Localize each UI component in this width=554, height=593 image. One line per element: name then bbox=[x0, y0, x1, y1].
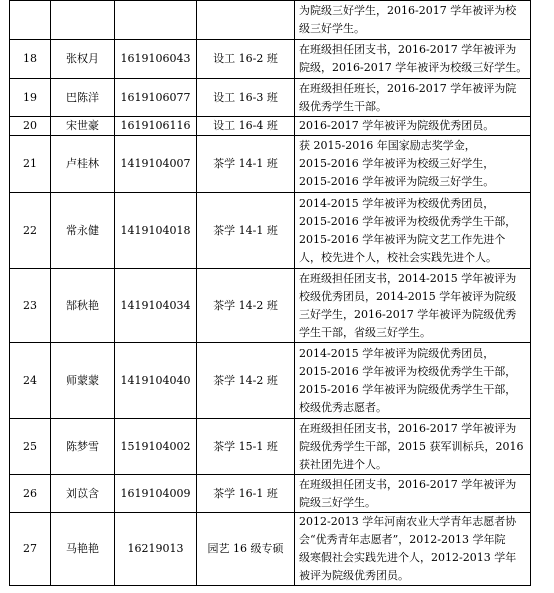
description-line: 人，校先进个人，校社会实践先进个人。 bbox=[299, 250, 497, 264]
honors-description bbox=[295, 117, 531, 136]
row-number: 25 bbox=[10, 419, 51, 475]
class-name: 设工 16-2 班 bbox=[197, 40, 295, 79]
description-line: 2014-2015 学年被评为校级优秀团员， bbox=[299, 196, 495, 210]
row-number: 26 bbox=[10, 475, 51, 513]
honors-description bbox=[295, 269, 531, 343]
honors-description bbox=[295, 40, 531, 79]
student-id: 1419104040 bbox=[115, 343, 197, 419]
class-name bbox=[197, 1, 295, 40]
honors-description bbox=[295, 136, 531, 193]
student-name: 师蒙蒙 bbox=[51, 343, 115, 419]
description-line: 校级优秀志愿者。 bbox=[299, 400, 387, 414]
description-line: 在班级担任团支书，2016-2017 学年被评为 bbox=[299, 477, 517, 491]
table-row bbox=[10, 79, 531, 117]
student-id: 1619104009 bbox=[115, 475, 197, 513]
description-line: 2015-2016 学年被评为院级三好学生。 bbox=[299, 175, 495, 188]
class-name: 设工 16-3 班 bbox=[197, 79, 295, 117]
honors-description bbox=[295, 513, 531, 586]
honors-table bbox=[9, 0, 531, 586]
row-number: 22 bbox=[10, 193, 51, 269]
honors-description bbox=[295, 193, 531, 269]
student-name: 张权月 bbox=[51, 40, 115, 79]
table-row bbox=[10, 40, 531, 79]
student-name: 宋世豪 bbox=[51, 117, 115, 136]
table-row bbox=[10, 475, 531, 513]
student-id: 16219013 bbox=[115, 513, 197, 586]
honors-description bbox=[295, 475, 531, 513]
row-number: 23 bbox=[10, 269, 51, 343]
description-line: 2015-2016 学年被评为校级优秀学生干部， bbox=[299, 214, 517, 228]
student-name: 常永健 bbox=[51, 193, 115, 269]
student-name: 郜秋艳 bbox=[51, 269, 115, 343]
table-row bbox=[10, 513, 531, 586]
description-line: 院级，2016-2017 学年被评为校级三好学生。 bbox=[299, 61, 528, 74]
table-row bbox=[10, 343, 531, 419]
description-line: 院级三好学生。 bbox=[299, 495, 376, 509]
table-row bbox=[10, 193, 531, 269]
honors-description bbox=[295, 1, 531, 40]
student-name: 巴陈洋 bbox=[51, 79, 115, 117]
table-body bbox=[10, 1, 531, 586]
row-number: 27 bbox=[10, 513, 51, 586]
description-line: 获社团先进个人。 bbox=[299, 457, 387, 471]
student-name: 刘苡含 bbox=[51, 475, 115, 513]
honors-description bbox=[295, 343, 531, 419]
honors-description bbox=[295, 79, 531, 117]
class-name: 茶学 14-2 班 bbox=[197, 269, 295, 343]
student-name: 马艳艳 bbox=[51, 513, 115, 586]
description-line: 2015-2016 学年被评为校级三好学生， bbox=[299, 157, 495, 170]
table-row bbox=[10, 1, 531, 40]
row-number: 19 bbox=[10, 79, 51, 117]
class-name: 茶学 14-1 班 bbox=[197, 136, 295, 193]
table-row bbox=[10, 117, 531, 136]
description-line: 为院级三好学生，2016-2017 学年被评为校 bbox=[299, 4, 517, 17]
student-id: 1419104034 bbox=[115, 269, 197, 343]
class-name: 茶学 15-1 班 bbox=[197, 419, 295, 475]
table-row bbox=[10, 419, 531, 475]
class-name: 茶学 14-2 班 bbox=[197, 343, 295, 419]
description-line: 获 2015-2016 年国家励志奖学金， bbox=[299, 139, 476, 152]
student-name: 卢桂林 bbox=[51, 136, 115, 193]
row-number bbox=[10, 1, 51, 40]
class-name: 园艺 16 级专硕 bbox=[197, 513, 295, 586]
description-line: 级优秀学生干部。 bbox=[299, 99, 387, 113]
description-line: 2014-2015 学年被评为院级优秀团员， bbox=[299, 346, 495, 360]
description-line: 校级优秀团员，2014-2015 学年被评为院级 bbox=[299, 289, 517, 303]
student-id bbox=[115, 1, 197, 40]
description-line: 2016-2017 学年被评为院级优秀团员。 bbox=[299, 119, 495, 132]
student-name bbox=[51, 1, 115, 40]
description-line: 院级优秀学生干部，2015 获军训标兵，2016 bbox=[299, 439, 524, 453]
student-id: 1619106043 bbox=[115, 40, 197, 79]
description-line: 2015-2016 学年被评为院文艺工作先进个 bbox=[299, 232, 506, 246]
student-name: 陈梦雪 bbox=[51, 419, 115, 475]
description-line: 学生干部，省级三好学生。 bbox=[299, 325, 431, 339]
student-id: 1619106116 bbox=[115, 117, 197, 136]
table-row bbox=[10, 269, 531, 343]
description-line: 被评为院级优秀团员。 bbox=[299, 569, 409, 582]
student-id: 1519104002 bbox=[115, 419, 197, 475]
description-line: 2012-2013 学年河南农业大学青年志愿者协 bbox=[299, 515, 517, 528]
row-number: 24 bbox=[10, 343, 51, 419]
student-id: 1419104018 bbox=[115, 193, 197, 269]
row-number: 18 bbox=[10, 40, 51, 79]
description-line: 2015-2016 学年被评为院级优秀学生干部， bbox=[299, 382, 517, 396]
table-row bbox=[10, 136, 531, 193]
class-name: 茶学 14-1 班 bbox=[197, 193, 295, 269]
description-line: 会“优秀青年志愿者”，2012-2013 学年院 bbox=[299, 533, 506, 546]
description-line: 在班级担任团支书，2016-2017 学年被评为 bbox=[299, 43, 517, 56]
class-name: 设工 16-4 班 bbox=[197, 117, 295, 136]
description-line: 在班级担任团支书，2014-2015 学年被评为 bbox=[299, 271, 517, 285]
student-id: 1419104007 bbox=[115, 136, 197, 193]
description-line: 2015-2016 学年被评为校级优秀学生干部， bbox=[299, 364, 517, 378]
student-id: 1619106077 bbox=[115, 79, 197, 117]
honors-description bbox=[295, 419, 531, 475]
description-line: 级三好学生。 bbox=[299, 22, 365, 35]
class-name: 茶学 16-1 班 bbox=[197, 475, 295, 513]
row-number: 21 bbox=[10, 136, 51, 193]
description-line: 在班级担任团支书，2016-2017 学年被评为 bbox=[299, 421, 517, 435]
description-line: 三好学生，2016-2017 学年被评为院级优秀 bbox=[299, 307, 517, 321]
description-line: 级寒假社会实践先进个人，2012-2013 学年 bbox=[299, 551, 517, 564]
description-line: 在班级担任班长，2016-2017 学年被评为院 bbox=[299, 81, 517, 95]
row-number: 20 bbox=[10, 117, 51, 136]
